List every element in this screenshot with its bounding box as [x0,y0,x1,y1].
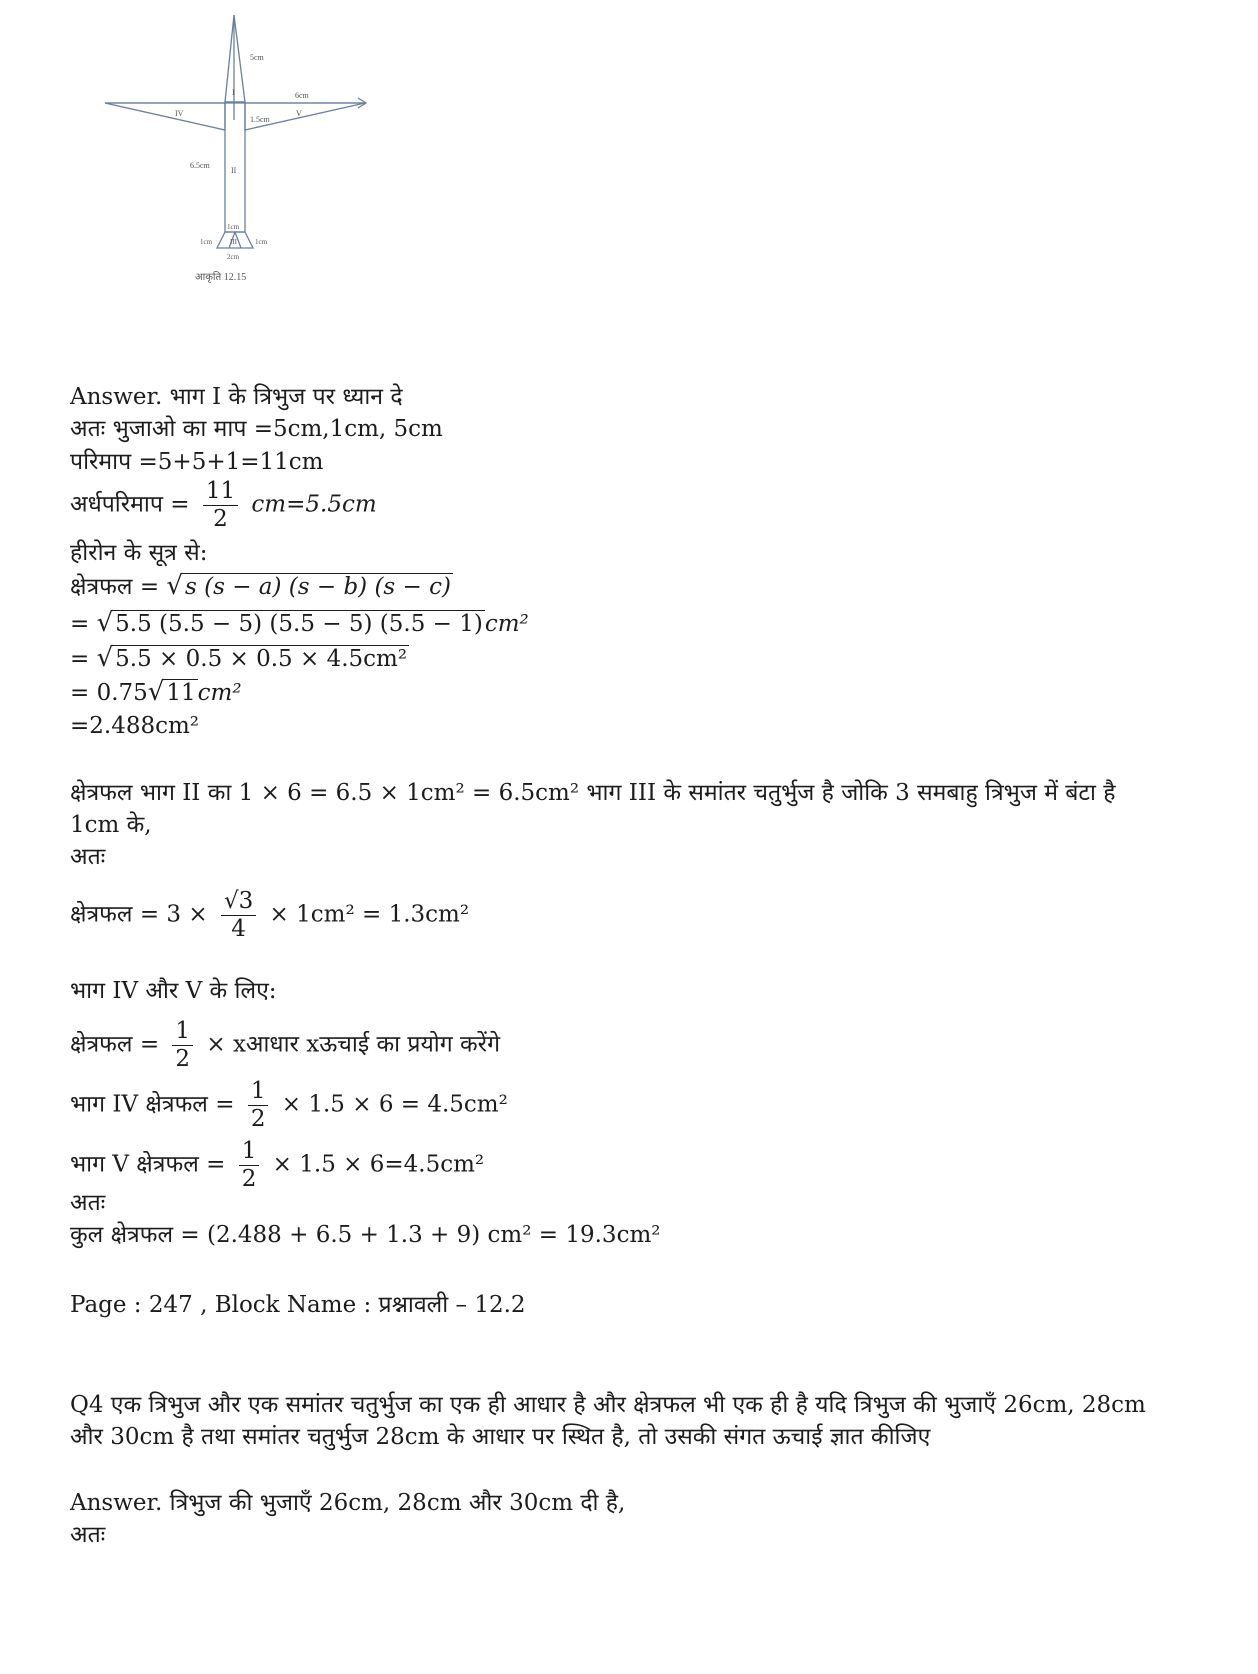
figure-caption: आकृति 12.15 [195,272,247,283]
sqrt-step-2: √5.5 × 0.5 × 0.5 × 4.5cm² [96,643,408,673]
therefore-2: अतः [70,1190,106,1216]
part-4-area [70,1080,508,1131]
area-label: क्षेत्रफल = [70,1031,160,1058]
answer-line-3: परिमाप =5+5+1=11cm [70,449,324,475]
label-1-5cm: 1.5cm [250,115,270,124]
fraction-numerator: 11 [203,480,238,506]
heron-line: हीरोन के सूत्र से: [70,540,208,566]
triangle-part-4 [105,103,225,130]
figure-12-15 [100,10,400,300]
formula-text: × xआधार xऊचाई का प्रयोग करेंगे [206,1031,501,1058]
semi-perimeter-label: अर्धपरिमाप = [70,491,190,518]
area-step-2 [70,643,409,674]
question-4-line-2: और 30cm है तथा समांतर चतुर्भुज 28cm के आधार पर स्थित है, तो उसकी संगत ऊचाई ज्ञात कीजिए [70,1424,931,1450]
label-base-right: 1cm [255,238,268,246]
equals: = [70,646,90,672]
sqrt-content: 11 [166,680,196,706]
part-3-result: × 1cm² = 1.3cm² [269,901,470,928]
label-i: I [232,88,235,97]
area-label: भाग IV क्षेत्रफल = [70,1091,235,1118]
area-result: =2.488cm² [70,713,200,739]
therefore-1: अतः [70,844,106,870]
part-4-result: × 1.5 × 6 = 4.5cm² [281,1091,508,1118]
label-6-5cm: 6.5cm [190,161,210,170]
label-ii: II [231,166,237,175]
area-label: क्षेत्रफल = [70,574,160,600]
answer-q4-line-1: Answer. त्रिभुज की भुजाएँ 26cm, 28cm और 30cm दी है, [70,1490,626,1516]
fraction-denominator: 2 [213,506,228,532]
therefore-3: अतः [70,1522,106,1548]
fraction-numerator: √3 [221,890,256,916]
part-4-5-heading: भाग IV और V के लिए: [70,978,277,1004]
fraction-denominator: 4 [231,916,246,942]
coefficient: = 0.75 [70,680,148,706]
label-iv: IV [175,109,184,118]
label-v: V [296,109,302,118]
sqrt-content: 5.5 (5.5 − 5) (5.5 − 5) (5.5 − 1) [115,611,483,637]
label-base-bottom: 2cm [227,253,240,261]
fraction-half [248,1080,269,1131]
fraction-numerator: 1 [248,1080,269,1106]
fraction-half [239,1140,260,1191]
sqrt-content: s (s − a) (s − b) (s − c) [185,574,451,600]
area-step-1 [70,608,529,639]
unit: cm² [484,611,529,637]
sqrt-11: √11 [147,677,196,707]
part-5-area [70,1140,484,1191]
part-2-area-line: क्षेत्रफल भाग II का 1 × 6 = 6.5 × 1cm² = 6.5cm² भाग III के समांतर चतुर्भुज है जोकि 3 समबाहु त्रिभुज में बंटा है [70,780,1116,806]
triangle-area-formula [70,1020,500,1071]
unit: cm² [197,680,242,706]
sqrt-content: 5.5 × 0.5 × 0.5 × 4.5cm² [115,646,408,672]
equals: = [70,611,90,637]
fraction-root3-4 [221,890,256,941]
label-base-top: 1cm [227,223,240,231]
answer-line-2: अतः भुजाओ का माप =5cm,1cm, 5cm [70,416,443,442]
fraction-denominator: 2 [175,1046,191,1072]
semi-perimeter-line [70,480,377,531]
part-5-result: × 1.5 × 6=4.5cm² [272,1151,485,1178]
label-base-left: 1cm [200,238,213,246]
label-6cm: 6cm [295,91,309,100]
part-3-area-line [70,890,469,941]
fraction-half [172,1020,193,1071]
answer-line-1: Answer. भाग I के त्रिभुज पर ध्यान दे [70,384,403,410]
area-step-3 [70,677,242,708]
sqrt-step-1: √5.5 (5.5 − 5) (5.5 − 5) (5.5 − 1) [96,608,483,638]
area-label: भाग V क्षेत्रफल = [70,1151,226,1178]
fraction-numerator: 1 [239,1140,260,1166]
total-area: कुल क्षेत्रफल = (2.488 + 6.5 + 1.3 + 9) cm² = 19.3cm² [70,1222,661,1248]
label-iii: III [230,238,237,246]
question-4-line-1: Q4 एक त्रिभुज और एक समांतर चतुर्भुज का एक ही आधार है और क्षेत्रफल भी एक ही है यदि त्रिभुज की भुजाएँ 26cm, 28cm [70,1392,1146,1418]
fraction-numerator: 1 [172,1020,193,1046]
semi-perimeter-value: cm=5.5cm [251,491,377,518]
label-5cm: 5cm [250,53,264,62]
fraction-11-2 [203,480,238,531]
page-block-name: Page : 247 , Block Name : प्रश्नावली – 12.2 [70,1292,526,1318]
triangle-part-1 [225,15,245,102]
part-2-continued: 1cm के, [70,812,152,838]
sqrt-formula: √s (s − a) (s − b) (s − c) [166,571,451,601]
fraction-denominator: 2 [250,1106,266,1132]
fraction-denominator: 2 [241,1166,257,1192]
area-label: क्षेत्रफल = 3 × [70,901,208,928]
area-formula-line [70,571,453,602]
